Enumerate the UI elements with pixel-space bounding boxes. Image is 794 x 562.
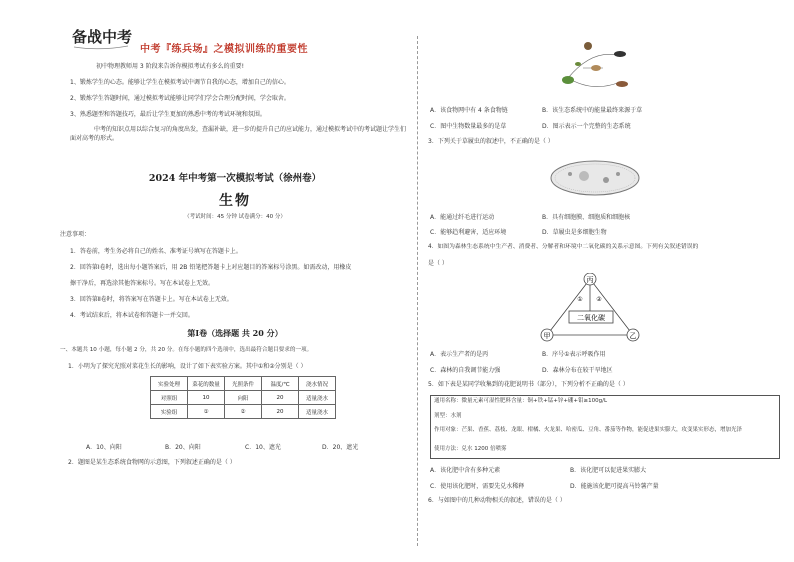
column-divider [417, 36, 419, 546]
intro-point-1: 1、锻炼学生的心态。能够让学生在模拟考试中调节自我的心态，增加自己的信心。 [70, 79, 290, 86]
logo-text: 备战中考 [72, 28, 132, 46]
table-cell: 菜花的数量 [188, 377, 225, 391]
rabbit-icon [591, 65, 601, 71]
label-line-3: 作用对象：芒果、香蕉、荔枝、龙眼、柑橘、火龙果、哈密瓜、豆角、番茄等作物，能促进果实膨大，攻变果实形态，增加光泽 [434, 427, 743, 433]
note-4: 4．考试结束后，将本试卷和答题卡一并交回。 [70, 312, 194, 319]
q1-stem: 1．小明为了探究光照对菜花生长的影响，设计了如下表实验方案。其中①和②分别是（ ） [68, 363, 307, 370]
intro-point-2: 2、锻炼学生答题时间，通过模拟考试能够让同学们学会合理分配时间，学会取舍。 [70, 95, 290, 102]
label-line-4: 使用方法：兑水 1200 倍喷雾 [434, 446, 507, 452]
table-cell: 浇水情况 [299, 377, 336, 391]
q3-option-d[interactable]: D．草履虫是多细胞生物 [542, 229, 607, 236]
q4-option-c[interactable]: C．森林的自我调节能力强 [430, 367, 501, 374]
table-cell: 20 [262, 391, 299, 405]
q2-option-b[interactable]: B．该生态系统中的能量最终来源于草 [542, 107, 643, 114]
intro-point-3: 3、熟悉题型和答题技巧，最后让学生更加的熟悉中考的考试环境和氛围。 [70, 111, 266, 118]
node-left-label: 甲 [543, 332, 551, 340]
paramecium-figure [546, 156, 644, 200]
note-2b: 擦干净后，再选涂其他答案标号。写在本试卷上无效。 [70, 280, 215, 287]
q1-option-a[interactable]: A．10、向阳 [86, 444, 122, 451]
table-cell: ① [188, 405, 225, 419]
bird-icon [584, 42, 592, 50]
label-line-1: 通用名称：微量元素可湿性肥料含量：铜+铁+锰+锌+硼+钼≥100g/L [434, 398, 608, 404]
table-cell: 对照组 [151, 391, 188, 405]
intro-paragraph: 中考的知识点用以综合复习的角度出发，查漏补缺，进一步的提升自己的应试能力，通过模拟考试中的考试题让学生们面对高考的形式。 [70, 126, 407, 142]
q5-option-b[interactable]: B．该化肥可以促进果实膨大 [570, 467, 647, 474]
table-row [151, 377, 336, 391]
exam-meta: （考试时间：45 分钟 试卷满分：40 分） [184, 214, 286, 220]
table-cell: 实验组 [151, 405, 188, 419]
q3-option-c[interactable]: C．能够趋利避害，适应环境 [430, 229, 507, 236]
notes-heading: 注意事项： [60, 231, 91, 238]
label-line-2: 剂型：水剂 [434, 413, 462, 419]
arrow-2-label: ② [596, 296, 602, 303]
q1-option-c[interactable]: C．10、遮光 [245, 444, 281, 451]
exam-subject: 生物 [219, 193, 251, 209]
q1-option-b[interactable]: B．20、向阳 [165, 444, 201, 451]
food-web-figure [548, 38, 638, 96]
node-right-label: 乙 [629, 332, 637, 340]
q5-option-c[interactable]: C．使用该化肥时，需要先兑水稀释 [430, 483, 525, 490]
q1-table [150, 376, 336, 419]
q4-option-a[interactable]: A．表示生产者的是丙 [430, 351, 489, 358]
q4-option-d[interactable]: D．森林分布在较干旱地区 [542, 367, 613, 374]
note-3: 3．回答第Ⅱ卷时，将答案写在答题卡上。写在本试卷上无效。 [70, 296, 233, 303]
q2-option-a[interactable]: A．该食物网中有 4 条食物链 [430, 107, 508, 114]
table-cell: 实验处理 [151, 377, 188, 391]
q3-option-a[interactable]: A．能通过纤毛进行运动 [430, 214, 495, 221]
exam-logo [70, 22, 132, 52]
q5-stem: 5．如下表是某同学收集到的花肥说明书（部分），下列分析不正确的是（ ） [428, 381, 629, 388]
eagle-icon [614, 51, 626, 57]
fox-icon [616, 81, 628, 87]
table-cell: 适量浇水 [299, 405, 336, 419]
note-2a: 2．回答第Ⅰ卷时，选出每小题答案后，用 2B 铅笔把答题卡上对应题目的答案标号涂黑。如需改动，用橡皮 [70, 264, 352, 271]
table-cell: ② [225, 405, 262, 419]
arrow-1-label: ① [577, 296, 583, 303]
q1-option-d[interactable]: D．20、遮光 [322, 444, 359, 451]
q3-stem: 3．下列关于草履虫的叙述中，不正确的是（ ） [428, 138, 554, 145]
co2-label: 二氧化碳 [577, 314, 605, 322]
q2-option-c[interactable]: C．图中生物数量最多的是草 [430, 123, 507, 130]
carbon-cycle-figure [535, 273, 645, 345]
q4-stem-line2: 是（ ） [428, 260, 448, 267]
q6-stem: 6．与如图中的几种动物相关的叙述，错误的是（ ） [428, 497, 566, 504]
table-row [151, 405, 336, 419]
table-cell: 光照条件 [225, 377, 262, 391]
table-cell: 20 [262, 405, 299, 419]
table-cell: 温度/℃ [262, 377, 299, 391]
q4-stem-line1: 4．如图为森林生态系统中生产者、消费者、分解者和环境中二氧化碳的关系示意图。下列有关叙述错误的 [428, 244, 699, 250]
table-cell: 向阳 [225, 391, 262, 405]
q5-option-a[interactable]: A．该化肥中含有多种元素 [430, 467, 501, 474]
note-1: 1．答卷前，考生务必将自己的姓名、准考证号填写在答题卡上。 [70, 248, 242, 255]
node-top-label: 丙 [586, 276, 594, 284]
grass-icon [562, 76, 574, 84]
banner-title: 中考『练兵场』之模拟训练的重要性 [140, 44, 308, 55]
section-title: 第Ⅰ卷（选择题 共 20 分） [187, 328, 283, 338]
q3-option-b[interactable]: B．具有细胞膜、细胞质和细胞核 [542, 214, 631, 221]
exam-title: 2024 年中考第一次模拟考试（徐州卷） [148, 173, 322, 184]
insect-icon [575, 62, 581, 66]
q4-option-b[interactable]: B．序号①表示呼吸作用 [542, 351, 606, 358]
q2-option-d[interactable]: D．图示表示一个完整的生态系统 [542, 123, 631, 130]
intro-lead: 初中物理教师用 3 阶段来告诉你模拟考试有多么的重要! [96, 63, 245, 70]
section-desc: 一、本题共 10 小题，每小题 2 分，共 20 分。在每小题的四个选项中，选出最符合题目要求的一项。 [60, 347, 313, 353]
table-cell: 适量浇水 [299, 391, 336, 405]
table-cell: 10 [188, 391, 225, 405]
q2-stem: 2．题图是某生态系统食物网的示意图，下列叙述正确的是（ ） [68, 459, 236, 466]
table-row [151, 391, 336, 405]
q5-option-d[interactable]: D．能施该化肥可提高马铃薯产量 [570, 483, 659, 490]
